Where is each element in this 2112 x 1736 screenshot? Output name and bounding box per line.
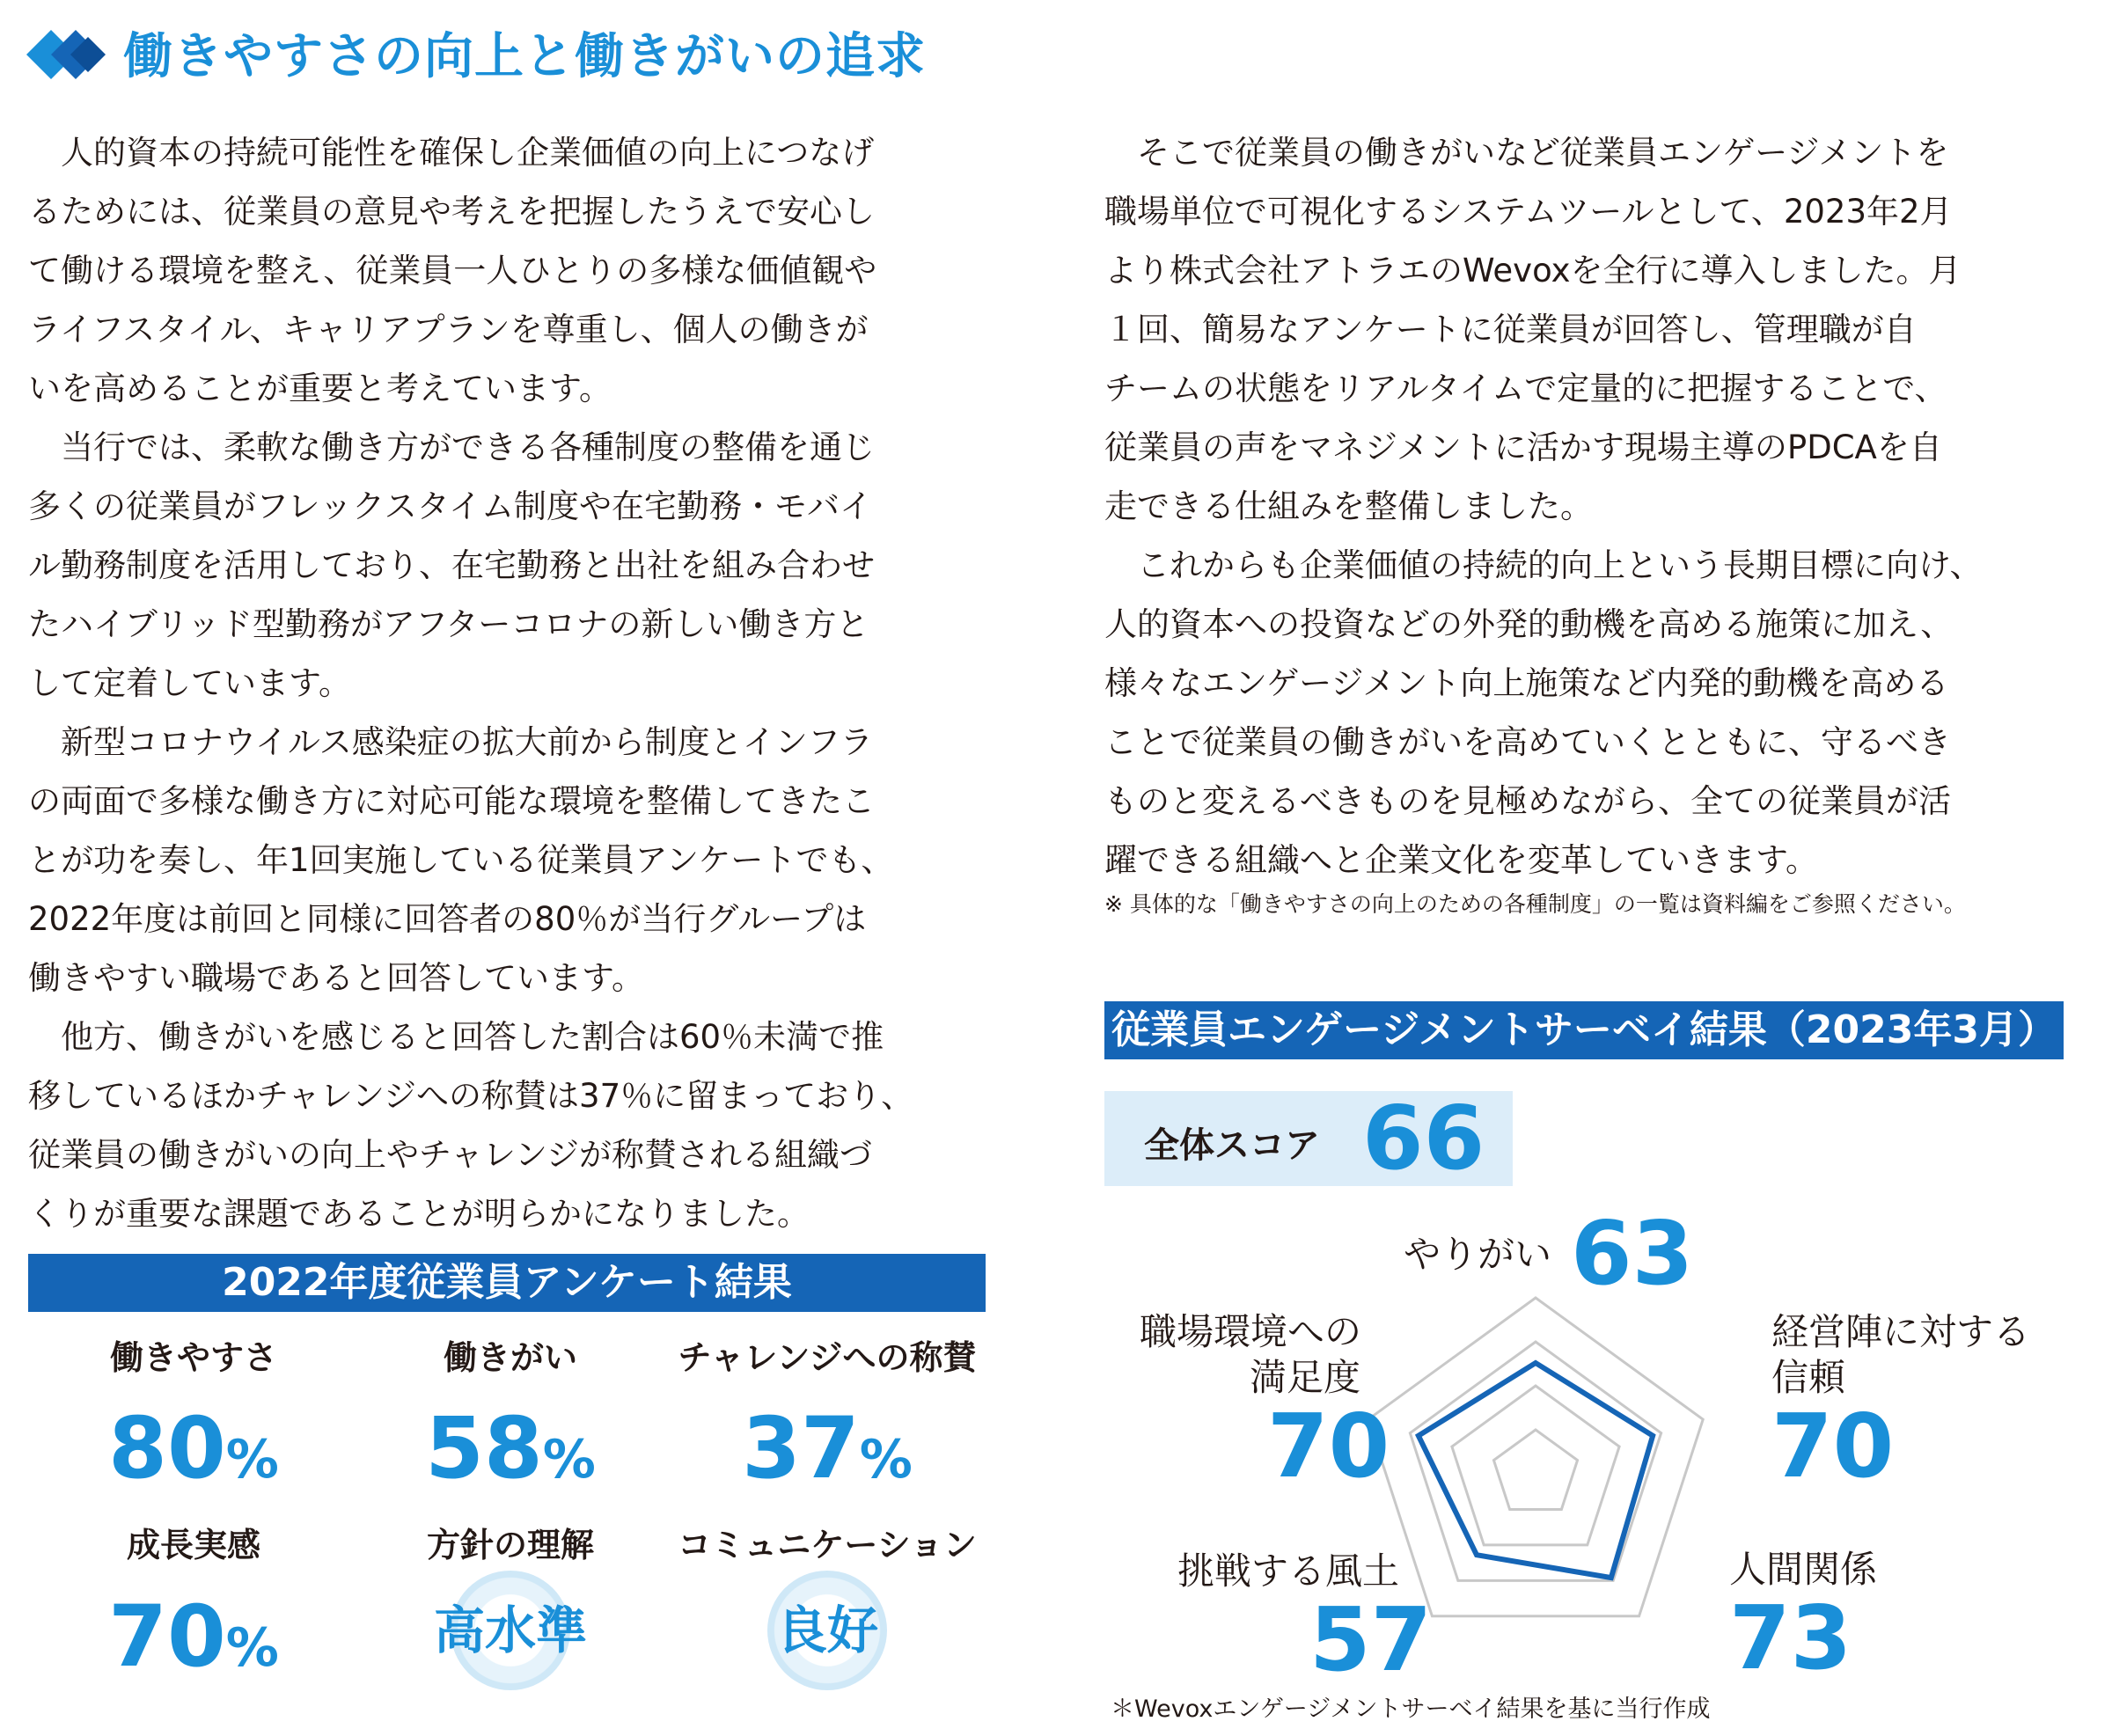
radar-label-env-line2: 満足度 <box>1250 1356 1361 1399</box>
engagement-heading: 従業員エンゲージメントサーベイ結果（2023年3月） <box>1104 1001 2064 1059</box>
overall-score-value: 66 <box>1362 1087 1485 1190</box>
survey-value-hatarakiyasusa: 80% <box>108 1399 279 1498</box>
left-body-line: 当行では、柔軟な働き方ができる各種制度の整備を通じ <box>28 429 875 466</box>
radar-label-env-line1: 職場環境への <box>1140 1310 1362 1353</box>
left-body-line: して定着しています。 <box>28 664 352 702</box>
right-body-line: 走できる仕組みを整備しました。 <box>1104 487 1593 525</box>
left-body-line: て働ける環境を整え、従業員一人ひとりの多様な価値観や <box>28 252 877 289</box>
page-title: 働きやすさの向上と働きがいの追求 <box>123 28 926 85</box>
survey-value-hatarakigai: 58% <box>425 1399 596 1498</box>
left-body-line: るためには、従業員の意見や考えを把握したうえで安心し <box>28 193 875 231</box>
radar-value-yarigai: 63 <box>1571 1202 1694 1305</box>
radar-series-polygon <box>1419 1363 1653 1578</box>
right-body-line: 職場単位で可視化するシステムツールとして、2023年2月 <box>1104 193 1953 231</box>
left-body-line: の両面で多様な働き方に対応可能な環境を整備してきたこ <box>28 782 875 820</box>
radar-grid-ring <box>1410 1342 1661 1580</box>
right-body-line: チームの状態をリアルタイムで定量的に把握することで、 <box>1104 370 1947 407</box>
right-body-line: ものと変えるべきものを見極めながら、全ての従業員が活 <box>1104 782 1951 820</box>
radar-grid-ring <box>1452 1386 1619 1545</box>
radar-value-trust: 70 <box>1771 1395 1895 1498</box>
left-body-text <box>28 123 913 1243</box>
left-body-line: ル勤務制度を活用しており、在宅勤務と出社を組み合わせ <box>28 546 875 584</box>
system-note: ※ 具体的な「働きやすさの向上のための各種制度」の一覧は資料編をご参照ください。 <box>1104 891 1966 917</box>
left-body-line: 移しているほかチャレンジへの称賛は37％に留まっており、 <box>28 1077 914 1115</box>
right-body-line: １回、簡易なアンケートに従業員が回答し、管理職が自 <box>1104 311 1917 348</box>
right-body-line: 躍できる組織へと企業文化を変革していきます。 <box>1104 841 1819 879</box>
left-body-line: くりが重要な課題であることが明らかになりました。 <box>28 1195 810 1233</box>
left-body-line: 2022年度は前回と同様に回答者の80％が当行グループは <box>28 900 867 938</box>
right-body-text <box>1104 123 1983 890</box>
double-diamond-icon <box>25 26 113 83</box>
radar-value-challenge: 57 <box>1309 1588 1433 1691</box>
right-body-line: より株式会社アトラエのWevoxを全行に導入しました。月 <box>1104 252 1962 289</box>
right-body-line: 様々なエンゲージメント向上施策など内発的動機を高める <box>1104 664 1949 702</box>
left-body-line: たハイブリッド型勤務がアフターコロナの新しい働き方と <box>28 605 869 643</box>
radar-grid-ring <box>1368 1298 1703 1616</box>
left-body-line: 他方、働きがいを感じると回答した割合は60％未満で推 <box>28 1018 884 1056</box>
left-body-line: 多くの従業員がフレックスタイム制度や在宅勤務・モバイ <box>28 487 873 525</box>
radar-value-env: 70 <box>1267 1395 1390 1498</box>
survey-label-hatarakiyasusa: 働きやすさ <box>109 1338 277 1377</box>
right-body-line: そこで従業員の働きがいなど従業員エンゲージメントを <box>1104 134 1949 172</box>
left-body-line: とが功を奏し、年1回実施している従業員アンケートでも、 <box>28 841 894 879</box>
survey-label-challenge: チャレンジへの称賛 <box>678 1338 977 1377</box>
left-body-line: 働きやすい職場であると回答しています。 <box>28 959 645 997</box>
radar-label-trust-line1: 経営陣に対する <box>1771 1310 2031 1353</box>
left-body-line: ライフスタイル、キャリアプランを尊重し、個人の働きが <box>28 311 869 348</box>
survey-label-communication: コミュニケーション <box>678 1526 977 1564</box>
left-body-line: 従業員の働きがいの向上やチャレンジが称賛される組織づ <box>28 1136 873 1174</box>
survey-value-policy: 高水準 <box>433 1600 587 1660</box>
survey-value-growth: 70% <box>108 1587 279 1686</box>
right-body-line: 人的資本への投資などの外発的動機を高める施策に加え、 <box>1104 605 1954 643</box>
survey-value-communication: 良好 <box>775 1600 878 1660</box>
radar-label-yarigai: やりがい <box>1404 1233 1552 1276</box>
radar-label-relations: 人間関係 <box>1729 1548 1878 1591</box>
survey-heading: 2022年度従業員アンケート結果 <box>28 1254 986 1312</box>
overall-score-label: 全体スコア <box>1144 1125 1320 1166</box>
radar-value-relations: 73 <box>1729 1586 1852 1689</box>
left-body-line: いを高めることが重要と考えています。 <box>28 370 612 407</box>
left-body-line: 新型コロナウイルス感染症の拡大前から制度とインフラ <box>28 723 873 761</box>
radar-label-trust-line2: 信頼 <box>1771 1356 1846 1399</box>
radar-label-challenge: 挑戦する風土 <box>1177 1549 1400 1593</box>
engagement-footnote: ＊Wevoxエンゲージメントサーベイ結果を基に当行作成 <box>1111 1696 1711 1723</box>
survey-label-policy: 方針の理解 <box>426 1526 594 1564</box>
survey-label-growth: 成長実感 <box>126 1526 260 1564</box>
survey-label-hatarakigai: 働きがい <box>443 1338 577 1377</box>
right-body-line: これからも企業価値の持続的向上という長期目標に向け、 <box>1104 546 1983 584</box>
survey-value-challenge: 37% <box>742 1399 913 1498</box>
right-body-line: 従業員の声をマネジメントに活かす現場主導のPDCAを自 <box>1104 429 1942 466</box>
radar-grid-ring <box>1493 1430 1577 1509</box>
left-body-line: 人的資本の持続可能性を確保し企業価値の向上につなげ <box>28 134 875 172</box>
right-body-line: ことで従業員の働きがいを高めていくとともに、守るべき <box>1104 723 1951 761</box>
